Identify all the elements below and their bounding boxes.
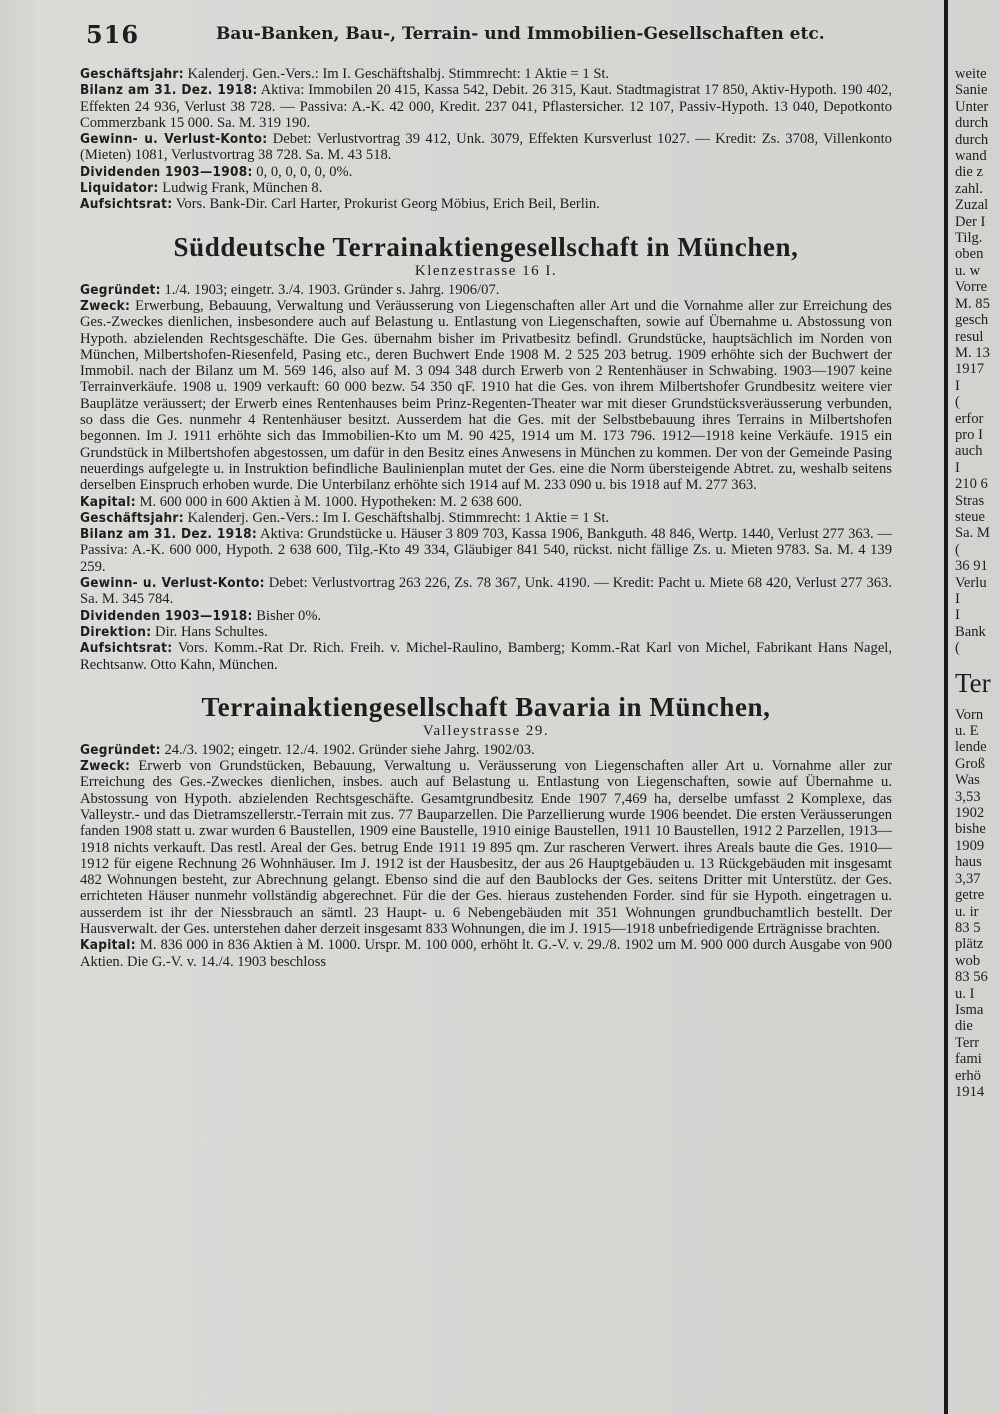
adjacent-line: 3,37 xyxy=(955,870,981,887)
adjacent-line: wand xyxy=(955,148,987,165)
adjacent-page-column xyxy=(955,66,1000,1414)
company-title: Süddeutsche Terrainaktiengesellschaft in München, xyxy=(173,231,799,262)
adjacent-line: Isma xyxy=(955,1001,984,1018)
adjacent-line: I xyxy=(955,377,960,394)
adjacent-line: zahl. xyxy=(955,180,983,197)
field-text: 0, 0, 0, 0, 0, 0%. xyxy=(252,163,353,180)
adjacent-line: pro I xyxy=(955,426,983,443)
field-label: Bilanz am 31. Dez. 1918: xyxy=(80,526,258,543)
adjacent-line: Bank xyxy=(955,623,986,640)
adjacent-line: Sanie xyxy=(955,82,988,99)
field-text: Dir. Hans Schultes. xyxy=(151,623,268,640)
field-label: Kapital: xyxy=(80,937,136,954)
adjacent-line: ( xyxy=(955,640,960,657)
entry-line xyxy=(80,282,892,298)
adjacent-line: I xyxy=(955,607,960,624)
adjacent-line: Unter xyxy=(955,98,989,115)
adjacent-line: u. ir xyxy=(955,903,979,920)
adjacent-line: fami xyxy=(955,1051,982,1068)
company-entry-sueddeutsche xyxy=(80,231,892,673)
adjacent-line: erhö xyxy=(955,1067,981,1084)
adjacent-line: erfor xyxy=(955,410,984,427)
company-entry-bavaria xyxy=(80,691,892,970)
field-label: Aufsichtsrat: xyxy=(80,640,173,657)
adjacent-line: 210 6 xyxy=(955,476,988,493)
entry-continued xyxy=(80,66,892,213)
field-label: Gegründet: xyxy=(80,741,161,758)
field-label: Dividenden 1903—1908: xyxy=(80,163,253,180)
adjacent-line: u. w xyxy=(955,262,981,279)
adjacent-line: oben xyxy=(955,246,984,263)
adjacent-line: Groß xyxy=(955,755,985,772)
entry-line xyxy=(80,742,892,758)
field-label: Dividenden 1903—1918: xyxy=(80,607,253,624)
entry-line xyxy=(80,510,892,526)
adjacent-line: Was xyxy=(955,772,980,789)
adjacent-line: 83 5 xyxy=(955,919,981,936)
entry-line xyxy=(80,131,892,164)
adjacent-line: getre xyxy=(955,887,985,904)
field-text: Erwerb von Grundstücken, Bebauung, Verwaltung u. Veräusserung von Liegenschaften aller Art u. Vornahme aller zur Erreichung des Ges.-Zweckes dienlichen, insbes. auch auf Belastung u. Entlastung von Liegenschaften, sowie auf Übernahme u. Abstossung von Hypoth. abzielenden Rechtsgeschäfte. Gesamtgrundbesitz Ende 1907 7,469 ha, derselbe umfasst 2 Komplexe, das Valleystr.- und das Dietramszellerstr.-Terrain mit zus. 77 Bauparzellen. Die Parzellierung wurde 1906 beendet. Die ersten Veräusserungen fanden 1908 statt u. zwar wurden 6 Baustellen, 1909 eine Baustelle, 1910 einige Baustellen, 1911 10 Baustellen, 1912 2 Parzellen, 1913—1918 nichts verkauft. Das restl. Areal der Ges. betrug Ende 1911 19 895 qm. Zur rascheren Verwert. ihres Areals baute die Ges. 1910—1912 für eigene Rechnung 26 Wohnhäuser. Im J. 1912 ist der Hausbesitz, der aus 26 Hauptgebäuden u. 13 Rückgebäuden mit insgesamt 482 Wohnungen besteht, zur Abrechnung gelangt. Ebenso sind die auf den Baublocks der Ges. seitens Dritter mit Unterstütz. der Ges. errichteten Häuser nunmehr vollständig abgerechnet. Für die der Ges. hieraus zustehenden Forder. sind für sie Hypoth. eingetragen u. ausserdem ist ihr der Niessbrauch an sämtl. 23 Haupt- u. 6 Nebengebäuden mit 351 Wohnungen grundbuchamtlich bestellt. Der Hausverwalt. der Ges. unterstehen daher derzeit insgesamt 833 Wohnungen, die im J. 1915—1918 unbefriedigende Erträgnisse brachten. xyxy=(80,758,892,938)
adjacent-line: steue xyxy=(955,508,985,525)
field-text: Kalenderj. Gen.-Vers.: Im I. Geschäftshalbj. Stimmrecht: 1 Aktie = 1 St. xyxy=(183,509,610,526)
field-label: Gegründet: xyxy=(80,281,161,298)
running-title: Bau-Banken, Bau-, Terrain- und Immobilien-Gesellschaften etc. xyxy=(216,24,825,44)
entry-line xyxy=(80,624,892,640)
entry-line xyxy=(80,66,892,82)
adjacent-line: durch xyxy=(955,115,989,132)
adjacent-line: Vorn xyxy=(955,706,984,723)
field-text: Bisher 0%. xyxy=(252,607,322,624)
page-header xyxy=(86,20,936,54)
adjacent-line: 1902 xyxy=(955,805,985,822)
adjacent-line: die xyxy=(955,1018,973,1035)
adjacent-line: ( xyxy=(955,541,960,558)
field-text: M. 836 000 in 836 Aktien à M. 1000. Urspr. M. 100 000, erhöht lt. G.-V. v. 29./8. 1902 um M. 900 000 durch Ausgabe von 900 Aktien. Die G.-V. v. 14./4. 1903 beschloss xyxy=(80,937,892,970)
adjacent-line: 1917 xyxy=(955,361,985,378)
adjacent-line: Vorre xyxy=(955,279,988,296)
adjacent-line: 36 91 xyxy=(955,558,988,575)
entry-line xyxy=(80,164,892,180)
field-label: Zweck: xyxy=(80,297,131,314)
adjacent-line: wob xyxy=(955,952,981,969)
adjacent-line: Verlu xyxy=(955,574,987,591)
field-text: 24./3. 1902; eingetr. 12./4. 1902. Gründer siehe Jahrg. 1902/03. xyxy=(160,741,535,758)
field-label: Kapital: xyxy=(80,493,136,510)
field-label: Gewinn- u. Verlust-Konto: xyxy=(80,131,268,148)
adjacent-line: M. 85 xyxy=(955,295,990,312)
entry-line xyxy=(80,196,892,212)
entry-line xyxy=(80,82,892,131)
adjacent-line: lende xyxy=(955,739,987,756)
field-text: Erwerbung, Bebauung, Verwaltung und Veräusserung von Liegenschaften aller Art und die Vornahme aller zur Erreichung des Ges.-Zweckes dienlichen, insbesondere auch auf Belastung u. Entlastung von Liegenschaften, sowie auf Übernahme u. Abstossung von Hypoth. abzielenden Rechtsgeschäfte. Die Ges. übernahm bisher im Privatbesitz befindl. Grundstücke, hauptsächlich im Norden von München, Milbertshofen-Riesenfeld, Pasing etc., deren Buchwert Ende 1908 M. 2 525 203 betrug. 1909 erhöhte sich der Buchwert der Immobil. nach der Bilanz um M. 569 146, also auf M. 3 094 348 durch Erwerb von 2 Rentenhäuser in Schwabing. 1903—1907 keine Terrainverkäufe. 1908 u. 1909 verkauft: 60 000 bezw. 54 350 qF. 1910 hat die Ges. von ihrem Milbertshofer Grundbesitz weitere vier Bauplätze veräussert; der Erwerb eines Rentenhauses beim Prinz-Regenten-Theater war mit dieser Grundstücksveräusserung verbunden, so dass die Ges. nunmehr 4 Rentenhäuser besitzt. Ausserdem hat die Ges. mit der Selbstbebauung ihres Terrains in Milbertshofen begonnen. Im J. 1911 erhöhte sich das Immobilien-Kto um M. 90 425, 1914 um M. 173 796. 1912—1918 keine Verkäufe. 1915 ein Grundstück in Milbertshofen abgestossen, um dafür in den Besitz eines Anwesens in München zu kommen. Der von der Gemeinde Pasing neuerdings aufgelegte u. in Instruktion befindliche Baulinienplan mutet der Ges. eine die Norm übersteigende Abtret. zu, weshalb seitens derselben Einspruch erhoben wurde. Die Unterbilanz erhöhte sich 1914 auf M. 233 090 u. bis 1918 auf M. 277 363. xyxy=(80,297,892,494)
entry-line xyxy=(80,640,892,673)
entry-line xyxy=(80,180,892,196)
adjacent-line: bishe xyxy=(955,821,986,838)
adjacent-line: resul xyxy=(955,328,984,345)
adjacent-line: Der I xyxy=(955,213,986,230)
adjacent-line: die z xyxy=(955,164,983,181)
field-text: Aktiva: Immobilen 20 415, Kassa 542, Debit. 26 315, Kaut. Stadtmagistrat 17 850, Aktiv-Hypoth. 190 402, Effekten 24 936, Verlust 38 728. — Passiva: A.-K. 42 000, Kredit. 237 041, Pflastersicher. 12 107, Passiv-Hypoth. 13 040, Depotkonto Commerzbank 15 000. Sa. M. 319 190. xyxy=(80,82,892,131)
adjacent-line: ( xyxy=(955,394,960,411)
adjacent-line: I xyxy=(955,591,960,607)
adjacent-line: durch xyxy=(955,131,989,148)
field-text: Aktiva: Grundstücke u. Häuser 3 809 703, Kassa 1906, Bankguth. 48 846, Wertp. 1440, Verlust 277 363. — Passiva: A.-K. 600 000, Hypoth. 2 638 600, Tilg.-Kto 49 334, Gläubiger 841 540, rückst. nicht fällige Zs. u. Mieten 9783. Sa. M. 4 139 259. xyxy=(80,526,892,575)
company-title: Terrainaktiengesellschaft Bavaria in München, xyxy=(201,691,771,722)
adjacent-heading: Ter xyxy=(955,667,991,698)
field-label: Direktion: xyxy=(80,623,152,640)
adjacent-line: haus xyxy=(955,854,982,871)
adjacent-line: M. 13 xyxy=(955,344,990,361)
adjacent-line: Zuzal xyxy=(955,197,989,214)
adjacent-line: Terr xyxy=(955,1034,980,1051)
field-label: Geschäftsjahr: xyxy=(80,509,184,526)
field-text: Debet: Verlustvortrag 39 412, Unk. 3079, Effekten Kursverlust 1027. — Kredit: Zs. 3708, Villenkonto (Mieten) 1081, Verlustvortrag 38 728. Sa. M. 43 518. xyxy=(80,131,892,164)
adjacent-line: 1914 xyxy=(955,1083,985,1100)
entry-line xyxy=(80,526,892,575)
field-label: Liquidator: xyxy=(80,180,159,197)
field-text: Debet: Verlustvortrag 263 226, Zs. 78 367, Unk. 4190. — Kredit: Pacht u. Miete 68 420, Verlust 277 363. Sa. M. 345 784. xyxy=(80,575,892,608)
adjacent-line: 1909 xyxy=(955,837,985,854)
field-text: 1./4. 1903; eingetr. 3./4. 1903. Gründer s. Jahrg. 1906/07. xyxy=(160,281,500,298)
entry-line xyxy=(80,758,892,937)
adjacent-line: Sa. M xyxy=(955,525,990,542)
company-address: Valleystrasse 29. xyxy=(422,722,550,739)
field-text: Ludwig Frank, München 8. xyxy=(158,180,323,197)
adjacent-line: plätz xyxy=(955,936,984,953)
entry-line xyxy=(80,298,892,494)
adjacent-line: u. E xyxy=(955,723,979,740)
column-divider xyxy=(944,0,948,1414)
field-text: Vors. Bank-Dir. Carl Harter, Prokurist Georg Möbius, Erich Beil, Berlin. xyxy=(172,196,600,213)
entry-line xyxy=(80,937,892,970)
adjacent-line: I xyxy=(955,459,960,476)
entry-line xyxy=(80,494,892,510)
field-label: Bilanz am 31. Dez. 1918: xyxy=(80,82,258,99)
adjacent-line: gesch xyxy=(955,312,989,329)
adjacent-line: u. I xyxy=(955,985,975,1002)
page-number: 516 xyxy=(86,20,140,49)
adjacent-line: auch xyxy=(955,443,983,460)
field-text: M. 600 000 in 600 Aktien à M. 1000. Hypotheken: M. 2 638 600. xyxy=(135,493,523,510)
main-column xyxy=(80,66,892,1396)
entry-line xyxy=(80,608,892,624)
field-label: Gewinn- u. Verlust-Konto: xyxy=(80,575,265,592)
field-label: Aufsichtsrat: xyxy=(80,196,173,213)
adjacent-line: Stras xyxy=(955,492,985,509)
company-address: Klenzestrasse 16 I. xyxy=(414,262,558,279)
field-text: Kalenderj. Gen.-Vers.: Im I. Geschäftshalbj. Stimmrecht: 1 Aktie = 1 St. xyxy=(183,66,610,82)
field-label: Zweck: xyxy=(80,758,131,775)
adjacent-line: 3,53 xyxy=(955,788,981,805)
field-label: Geschäftsjahr: xyxy=(80,66,184,82)
adjacent-line: Tilg. xyxy=(955,230,983,247)
field-text: Vors. Komm.-Rat Dr. Rich. Freih. v. Michel-Raulino, Bamberg; Komm.-Rat Karl von Michel, Fabrikant Hans Nagel, Rechtsanw. Otto Kahn, München. xyxy=(80,640,892,673)
adjacent-line: 83 56 xyxy=(955,969,988,986)
adjacent-line: weite xyxy=(955,66,987,82)
entry-line xyxy=(80,575,892,608)
